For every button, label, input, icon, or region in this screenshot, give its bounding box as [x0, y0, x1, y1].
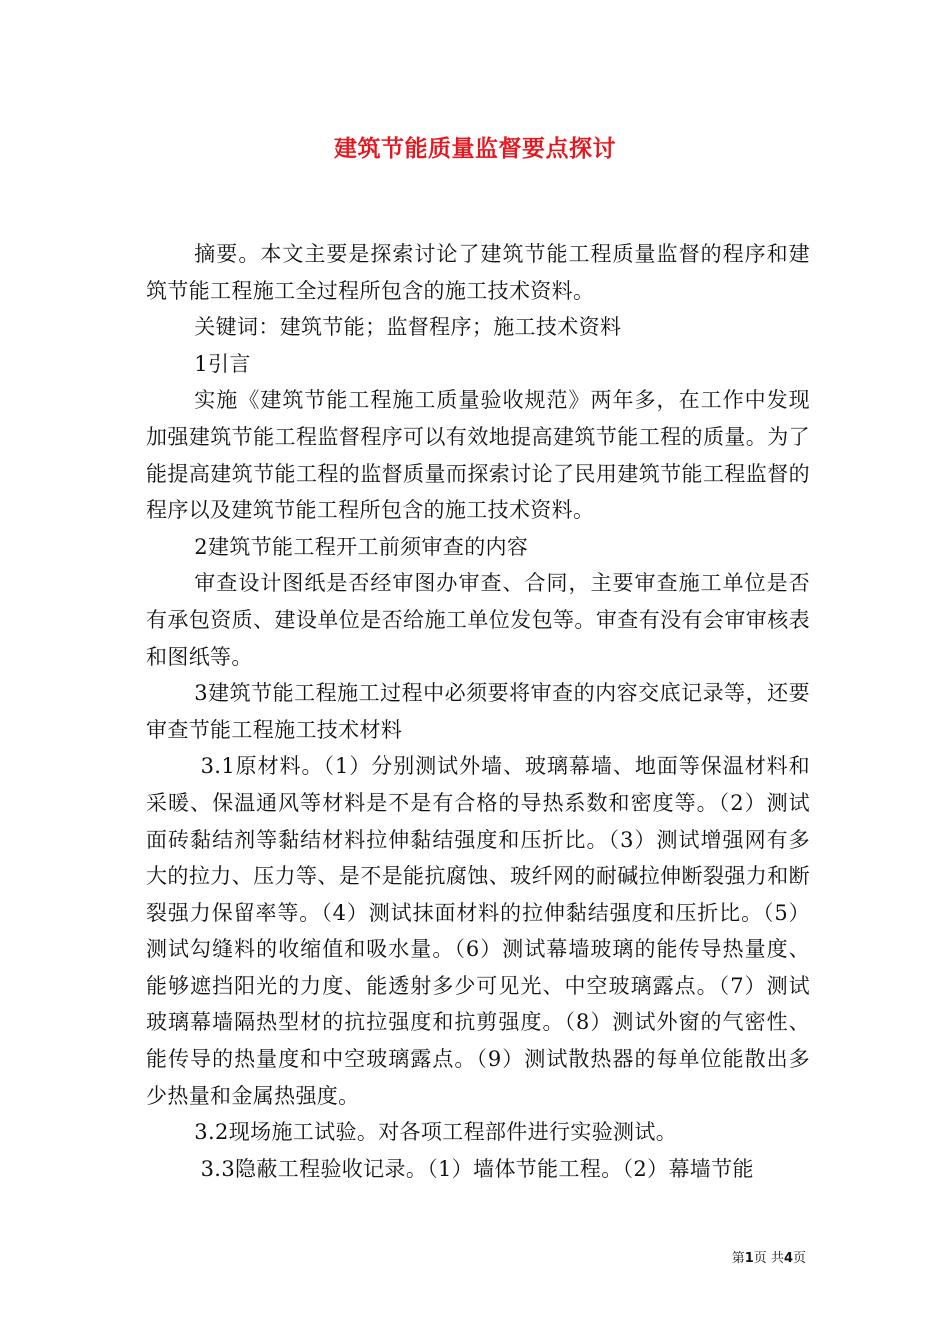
footer-middle: 页 共 [753, 1251, 784, 1266]
section-heading-2: 2建筑节能工程开工前须审查的内容 [194, 534, 529, 559]
footer-suffix: 页 [792, 1251, 806, 1266]
page-footer [732, 1247, 806, 1266]
keywords-paragraph: 关键词：建筑节能；监督程序；施工技术资料 [194, 315, 622, 340]
abstract-paragraph: 摘要。本文主要是探索讨论了建筑节能工程质量监督的程序和建筑节能工程施工全过程所包含的施工技术资料。 [146, 242, 810, 303]
footer-prefix: 第 [731, 1251, 745, 1266]
subsection-3-3-paragraph: 3.3隐蔽工程验收记录。（1）墙体节能工程。（2）幕墙节能 [200, 1156, 754, 1181]
section-heading-3: 3建筑节能工程施工过程中必须要将审查的内容交底记录等，还要审查节能工程施工技术材料 [146, 681, 810, 742]
section-heading-intro: 1引言 [194, 351, 251, 376]
subsection-3-1-paragraph: 3.1原材料。（1）分别测试外墙、玻璃幕墙、地面等保温材料和采暖、保温通风等材料是不是有合格的导热系数和密度等。（2）测试面砖黏结剂等黏结材料拉伸黏结强度和压折比。（3）测试增强网有多大的拉力、压力等、是不是能抗腐蚀、玻纤网的耐碱拉伸断裂强力和断裂强力保留率等。（4）测试抹面材料的拉伸黏结强度和压折比。（5）测试勾缝料的收缩值和吸水量。（6）测试幕墙玻璃的能传导热量度、能够遮挡阳光的力度、能透射多少可见光、中空玻璃露点。（7）测试玻璃幕墙隔热型材的抗拉强度和抗剪强度。（8）测试外窗的气密性、能传导的热量度和中空玻璃露点。（9）测试散热器的每单位能散出多少热量和金属热强度。 [146, 754, 810, 1108]
subsection-3-2-paragraph: 3.2现场施工试验。对各项工程部件进行实验测试。 [194, 1120, 678, 1145]
document-title: 建筑节能质量监督要点探讨 [334, 135, 616, 162]
section-2-paragraph: 审查设计图纸是否经审图办审查、合同，主要审查施工单位是否有承包资质、建设单位是否给施工单位发包等。审查有没有会审审核表和图纸等。 [146, 571, 810, 669]
document-body [146, 236, 810, 1187]
footer-current-page: 1 [744, 1251, 754, 1266]
footer-total-pages: 4 [783, 1251, 793, 1266]
intro-paragraph: 实施《建筑节能工程施工质量验收规范》两年多，在工作中发现加强建筑节能工程监督程序可以有效地提高建筑节能工程的质量。为了能提高建筑节能工程的监督质量而探索讨论了民用建筑节能工程监督的程序以及建筑节能工程所包含的施工技术资料。 [146, 388, 810, 523]
